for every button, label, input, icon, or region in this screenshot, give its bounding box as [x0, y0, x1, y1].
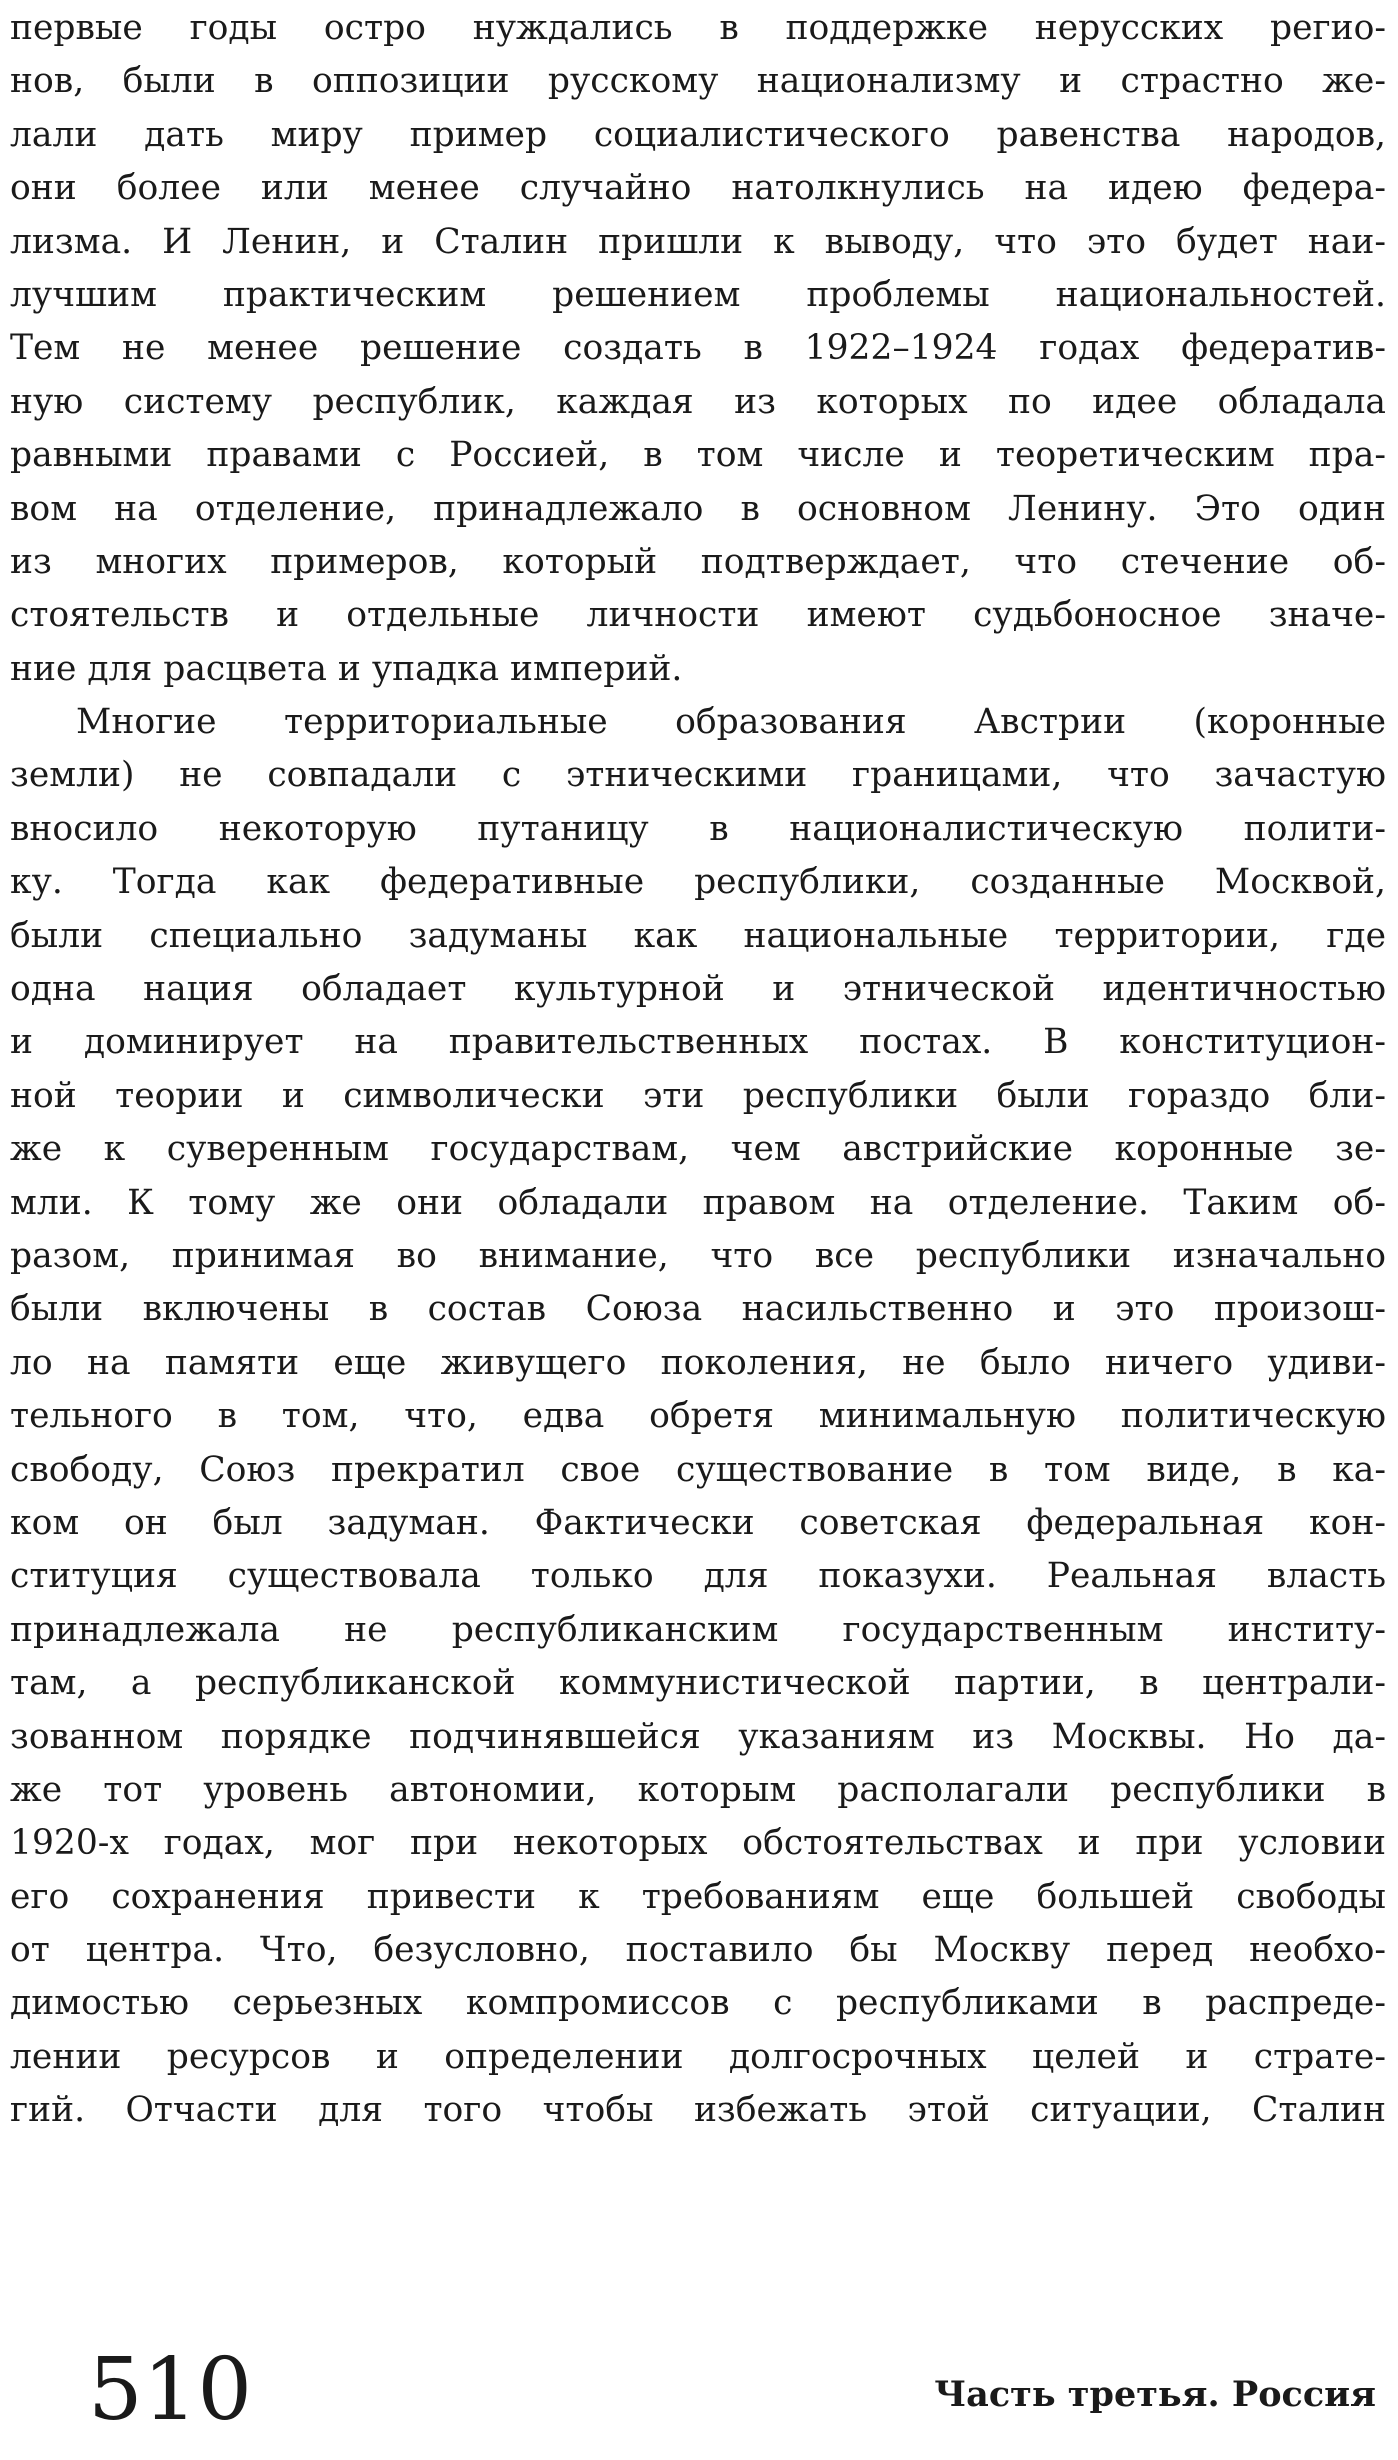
text-line: ние для расцвета и упадка империй. [10, 648, 683, 689]
text-line: были включены в состав Союза насильственно и это произош- [10, 1289, 1386, 1330]
text-line: гий. Отчасти для того чтобы избежать этой ситуации, Сталин [10, 2090, 1386, 2131]
text-line: тельного в том, что, едва обретя минимальную политическую [10, 1396, 1386, 1437]
body-text [10, 2, 1386, 2138]
text-line: лении ресурсов и определении долгосрочных целей и страте- [10, 2036, 1386, 2077]
text-line: же тот уровень автономии, которым располагали республики в [10, 1769, 1386, 1810]
text-line: Тем не менее решение создать в 1922–1924 годах федератив- [10, 328, 1386, 369]
text-line: и доминирует на правительственных постах. В конституцион- [10, 1022, 1386, 1063]
text-line: же к суверенным государствам, чем австрийские коронные зе- [10, 1129, 1386, 1170]
text-line: его сохранения привести к требованиям еще большей свободы [10, 1876, 1386, 1917]
text-line: лучшим практическим решением проблемы национальностей. [10, 274, 1386, 315]
text-line: 1920-х годах, мог при некоторых обстоятельствах и при условии [10, 1823, 1386, 1864]
text-line: они более или менее случайно натолкнулись на идею федера- [10, 168, 1386, 209]
text-line: лизма. И Ленин, и Сталин пришли к выводу, что это будет наи- [10, 221, 1386, 262]
text-line: там, а республиканской коммунистической партии, в централи- [10, 1663, 1386, 1704]
running-head: Часть третья. Россия [934, 2374, 1376, 2415]
text-line: от центра. Что, безусловно, поставило бы Москву перед необхо- [10, 1930, 1386, 1971]
page-footer [0, 2335, 1398, 2445]
text-line: разом, принимая во внимание, что все республики изначально [10, 1235, 1386, 1276]
text-line: свободу, Союз прекратил свое существование в том виде, в ка- [10, 1449, 1386, 1490]
text-line: димостью серьезных компромиссов с республиками в распреде- [10, 1983, 1386, 2024]
text-line: из многих примеров, который подтверждает, что стечение об- [10, 541, 1386, 582]
text-line: ной теории и символически эти республики были гораздо бли- [10, 1075, 1386, 1116]
text-line: принадлежала не республиканским государственным институ- [10, 1609, 1386, 1650]
text-line: зованном порядке подчинявшейся указаниям из Москвы. Но да- [10, 1716, 1386, 1757]
text-line: первые годы остро нуждались в поддержке нерусских регио- [10, 8, 1386, 48]
text-line: нов, были в оппозиции русскому национализму и страстно же- [10, 61, 1386, 102]
text-line: мли. К тому же они обладали правом на отделение. Таким об- [10, 1182, 1386, 1223]
text-line: лали дать миру пример социалистического равенства народов, [10, 114, 1386, 155]
text-line: ком он был задуман. Фактически советская федеральная кон- [10, 1502, 1386, 1543]
text-line: ку. Тогда как федеративные республики, созданные Москвой, [10, 862, 1386, 903]
page-number: 510 [88, 2340, 253, 2440]
text-line: стоятельств и отдельные личности имеют судьбоносное значе- [10, 595, 1386, 636]
text-line: ло на памяти еще живущего поколения, не было ничего удиви- [10, 1342, 1386, 1383]
text-line: одна нация обладает культурной и этнической идентичностью [10, 969, 1386, 1010]
text-line: были специально задуманы как национальные территории, где [10, 915, 1386, 956]
text-line: вом на отделение, принадлежало в основном Ленину. Это один [10, 488, 1386, 529]
text-line: земли) не совпадали с этническими границами, что зачастую [10, 755, 1386, 796]
text-line: ную систему республик, каждая из которых по идее обладала [10, 381, 1386, 422]
text-line: ституция существовала только для показухи. Реальная власть [10, 1556, 1386, 1597]
text-line: Многие территориальные образования Австрии (коронные [76, 702, 1386, 743]
text-line: вносило некоторую путаницу в националистическую полити- [10, 808, 1386, 849]
text-line: равными правами с Россией, в том числе и теоретическим пра- [10, 435, 1386, 476]
